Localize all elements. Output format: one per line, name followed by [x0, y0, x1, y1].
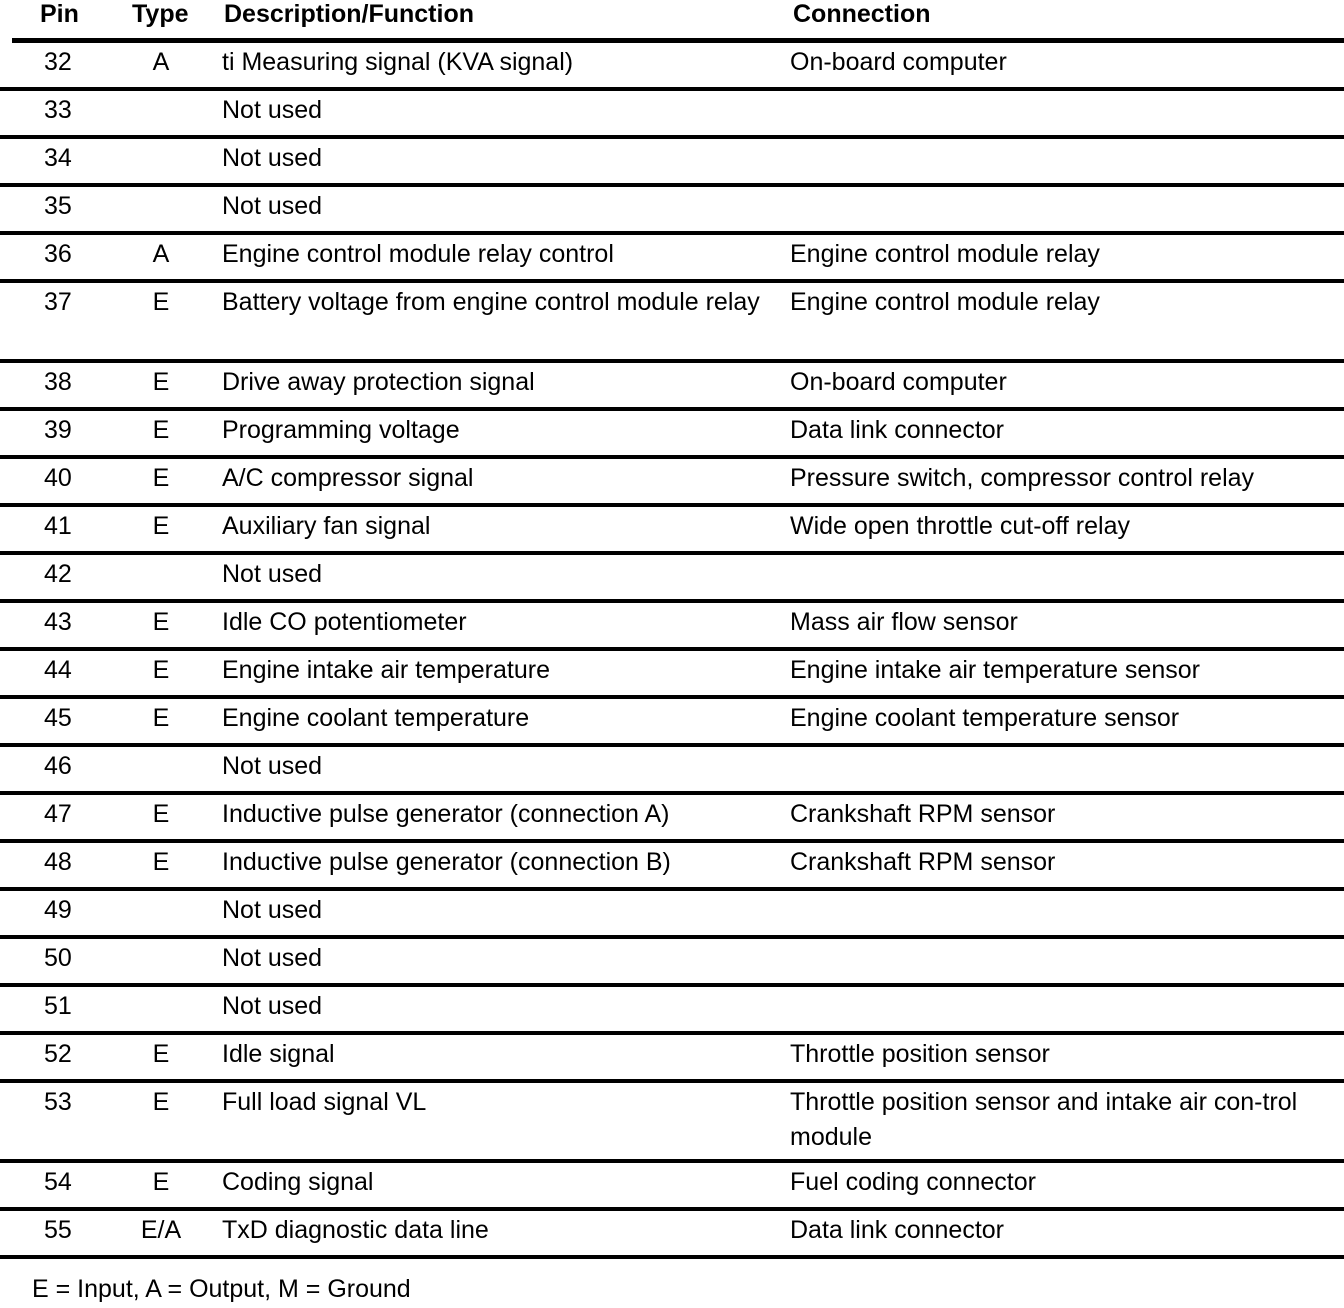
connection-cell: Data link connector: [790, 416, 1005, 444]
type-cell: E: [152, 288, 170, 316]
pin-cell: 39: [44, 416, 72, 444]
column-header-pin: Pin: [40, 0, 79, 28]
pin-cell: 32: [44, 48, 72, 76]
pin-cell: 40: [44, 464, 72, 492]
description-cell: Programming voltage: [222, 416, 460, 444]
type-cell: E: [152, 464, 170, 492]
table-row: [0, 651, 1344, 699]
connection-cell: Throttle position sensor: [790, 1040, 1050, 1068]
description-cell: Coding signal: [222, 1168, 374, 1196]
table-row: [0, 795, 1344, 843]
description-cell: TxD diagnostic data line: [222, 1216, 489, 1244]
table-row: [0, 747, 1344, 795]
table-row: [0, 1211, 1344, 1259]
description-cell: Battery voltage from engine control module relay: [222, 288, 760, 316]
column-header-connection: Connection: [793, 0, 931, 28]
pin-cell: 46: [44, 752, 72, 780]
type-cell: E: [152, 608, 170, 636]
description-cell: Not used: [222, 192, 323, 220]
table-row: [0, 939, 1344, 987]
table-row: [0, 699, 1344, 747]
table-row: [0, 363, 1344, 411]
table-row: [0, 507, 1344, 555]
pin-cell: 43: [44, 608, 72, 636]
description-cell: Not used: [222, 752, 323, 780]
type-cell: E: [152, 800, 170, 828]
pin-cell: 34: [44, 144, 72, 172]
description-cell: Drive away protection signal: [222, 368, 535, 396]
table-row: [0, 555, 1344, 603]
connection-cell: Fuel coding connector: [790, 1168, 1036, 1196]
type-cell: E: [152, 368, 170, 396]
pin-cell: 42: [44, 560, 72, 588]
table-row: [0, 1083, 1344, 1163]
table-header: [0, 0, 1344, 38]
type-cell: E: [152, 1168, 170, 1196]
description-cell: Engine control module relay control: [222, 240, 614, 268]
description-cell: Idle CO potentiometer: [222, 608, 467, 636]
pin-cell: 35: [44, 192, 72, 220]
connection-cell: On-board computer: [790, 48, 1007, 76]
type-cell: E: [152, 656, 170, 684]
connection-cell: Mass air flow sensor: [790, 608, 1018, 636]
pin-cell: 45: [44, 704, 72, 732]
description-cell: Full load signal VL: [222, 1088, 427, 1116]
pin-cell: 49: [44, 896, 72, 924]
table-row: [0, 1035, 1344, 1083]
connection-cell: Crankshaft RPM sensor: [790, 800, 1056, 828]
type-legend: E = Input, A = Output, M = Ground: [32, 1275, 411, 1303]
column-header-type: Type: [132, 0, 189, 28]
table-row: [0, 283, 1344, 363]
description-cell: Idle signal: [222, 1040, 335, 1068]
type-cell: E: [152, 1040, 170, 1068]
table-row: [0, 139, 1344, 187]
pin-cell: 50: [44, 944, 72, 972]
table-row: [0, 411, 1344, 459]
table-row: [0, 1163, 1344, 1211]
pin-cell: 55: [44, 1216, 72, 1244]
table-row: [0, 891, 1344, 939]
connection-cell: Pressure switch, compressor control relay: [790, 464, 1255, 492]
pin-cell: 47: [44, 800, 72, 828]
pin-table: [0, 43, 1344, 1259]
description-cell: Engine intake air temperature: [222, 656, 550, 684]
description-cell: Auxiliary fan signal: [222, 512, 431, 540]
connection-cell: Data link connector: [790, 1216, 1005, 1244]
pin-cell: 51: [44, 992, 72, 1020]
description-cell: Not used: [222, 560, 323, 588]
pin-cell: 36: [44, 240, 72, 268]
connection-cell: Engine intake air temperature sensor: [790, 656, 1200, 684]
type-cell: E: [152, 512, 170, 540]
description-cell: ti Measuring signal (KVA signal): [222, 48, 574, 76]
type-cell: E/A: [140, 1216, 182, 1244]
connection-cell: Engine control module relay: [790, 288, 1100, 316]
description-cell: Inductive pulse generator (connection A): [222, 800, 670, 828]
type-cell: A: [152, 240, 170, 268]
connection-cell: Wide open throttle cut-off relay: [790, 512, 1130, 540]
pin-cell: 33: [44, 96, 72, 124]
pin-cell: 52: [44, 1040, 72, 1068]
description-cell: Not used: [222, 896, 323, 924]
table-row: [0, 43, 1344, 91]
pin-cell: 44: [44, 656, 72, 684]
description-cell: Engine coolant temperature: [222, 704, 530, 732]
description-cell: Not used: [222, 96, 323, 124]
description-cell: Not used: [222, 992, 323, 1020]
type-cell: E: [152, 1088, 170, 1116]
pin-cell: 37: [44, 288, 72, 316]
type-cell: E: [152, 848, 170, 876]
description-cell: Inductive pulse generator (connection B): [222, 848, 671, 876]
pin-cell: 53: [44, 1088, 72, 1116]
table-row: [0, 91, 1344, 139]
description-cell: A/C compressor signal: [222, 464, 474, 492]
connection-cell: Throttle position sensor and intake air con-trol module: [790, 1088, 1298, 1151]
table-row: [0, 187, 1344, 235]
type-cell: E: [152, 704, 170, 732]
connection-cell: Crankshaft RPM sensor: [790, 848, 1056, 876]
pin-cell: 54: [44, 1168, 72, 1196]
pin-cell: 38: [44, 368, 72, 396]
connection-cell: Engine control module relay: [790, 240, 1100, 268]
table-row: [0, 843, 1344, 891]
column-header-description: Description/Function: [224, 0, 474, 28]
pin-cell: 48: [44, 848, 72, 876]
table-row: [0, 603, 1344, 651]
table-row: [0, 235, 1344, 283]
connection-cell: Engine coolant temperature sensor: [790, 704, 1180, 732]
pin-cell: 41: [44, 512, 72, 540]
table-row: [0, 459, 1344, 507]
connection-cell: On-board computer: [790, 368, 1007, 396]
table-row: [0, 987, 1344, 1035]
description-cell: Not used: [222, 144, 323, 172]
description-cell: Not used: [222, 944, 323, 972]
type-cell: E: [152, 416, 170, 444]
type-cell: A: [152, 48, 170, 76]
